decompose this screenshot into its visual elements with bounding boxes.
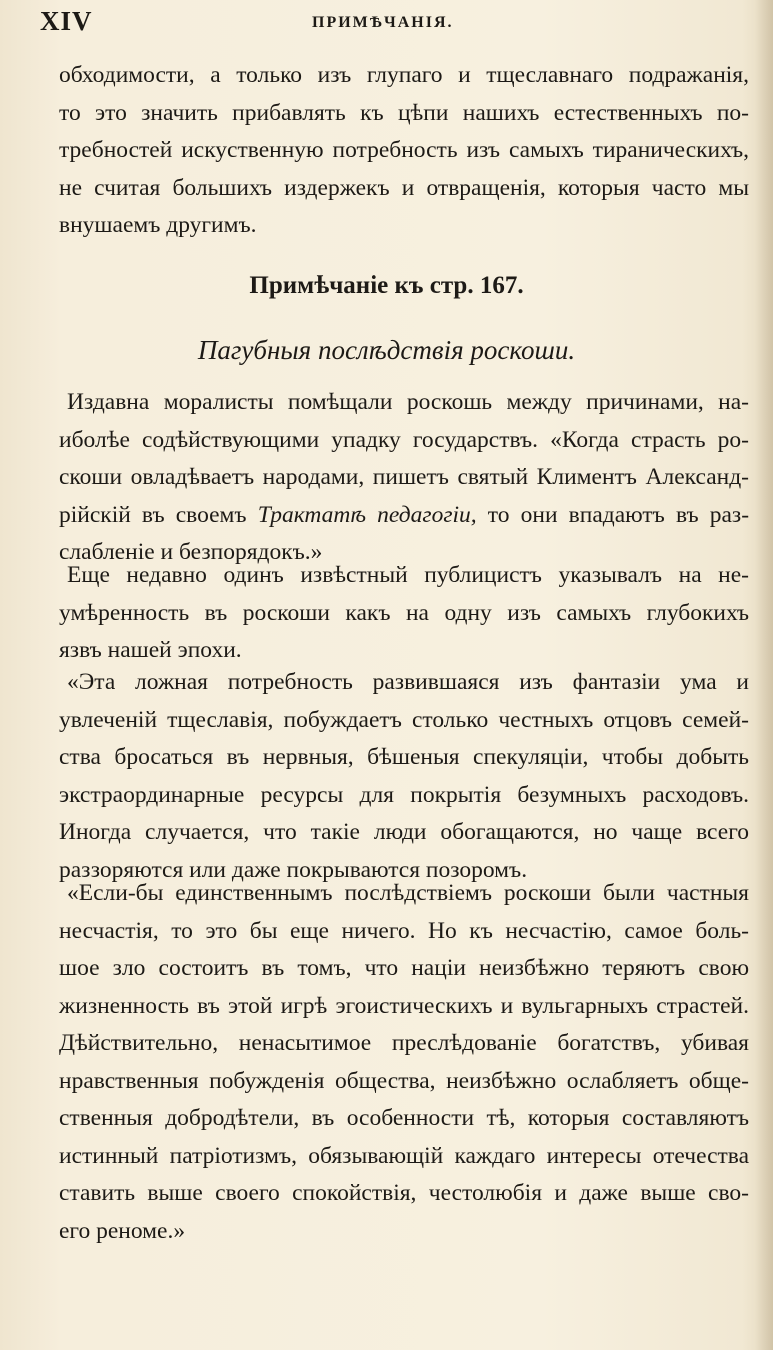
note-subheading: Пагубныя послѣдствія роскоши. bbox=[197, 335, 576, 365]
text-line: увлеченій тщеславія, побуждаетъ столько честныхъ отцовъ семей- bbox=[59, 706, 749, 733]
paragraph-4 bbox=[59, 875, 749, 1250]
text-line: обходимости, а только изъ глупаго и тщеславнаго подражанія, bbox=[59, 62, 749, 88]
page-number: XIV bbox=[40, 6, 93, 36]
text-line: то это значить прибавлять къ цѣпи нашихъ естественныхъ по- bbox=[59, 99, 749, 126]
treatise-title: Трактатѣ педагогіи, bbox=[257, 501, 477, 528]
text-line: ственныя добродѣтели, въ особенности тѣ, которыя составляютъ bbox=[59, 1105, 749, 1131]
text-line: ставить выше своего спокойствія, честолюбія и даже выше сво- bbox=[59, 1180, 749, 1206]
text-line bbox=[59, 497, 749, 535]
text-line: требностей искуственную потребность изъ самыхъ тираническихъ, bbox=[59, 137, 749, 163]
text-line: «Эта ложная потребность развившаяся изъ фантазіи ума и bbox=[67, 669, 749, 695]
paragraph-2 bbox=[59, 557, 749, 670]
text-line: ства бросаться въ нервныя, бѣшеныя спекуляціи, чтобы добыть bbox=[59, 744, 749, 770]
text-line: слабленіе и безпорядокъ.» bbox=[59, 539, 323, 565]
text-line: скоши овладѣваетъ народами, пишетъ святый Климентъ Александ- bbox=[59, 464, 749, 490]
text-line: «Если-бы единственнымъ послѣдствіемъ роскоши были частныя bbox=[67, 880, 749, 906]
note-heading: Примѣчаніе къ стр. 167. bbox=[249, 272, 524, 299]
text-line: Еще недавно одинъ извѣстный публицистъ указывалъ на не- bbox=[67, 562, 749, 588]
page-header bbox=[40, 6, 730, 36]
text-line: нравственныя побужденія общества, неизбѣжно ослабляетъ обще- bbox=[59, 1067, 749, 1094]
text-line: Дѣйствительно, ненасытимое преслѣдованіе богатствъ, убивая bbox=[59, 1030, 749, 1056]
text-fragment: то они впадаютъ въ раз- bbox=[487, 501, 750, 528]
running-head: ПРИМѢЧАНІЯ. bbox=[312, 14, 454, 31]
text-line: шое зло состоитъ въ томъ, что націи неизбѣжно теряютъ свою bbox=[59, 955, 749, 981]
text-fragment: рійскій въ своемъ bbox=[59, 501, 247, 528]
text-line: несчастія, то это бы еще ничего. Но къ несчастію, самое боль- bbox=[59, 917, 749, 944]
text-line: внушаемъ другимъ. bbox=[59, 212, 257, 238]
continuation-paragraph bbox=[59, 57, 749, 245]
text-line: раззоряются или даже покрываются позоромъ. bbox=[59, 856, 528, 883]
page-edge-shadow bbox=[755, 0, 773, 1350]
text-line: истинный патріотизмъ, обязывающій каждаго интересы отечества bbox=[59, 1142, 749, 1169]
text-line: Иногда случается, что такіе люди обогащаются, но чаще всего bbox=[59, 819, 749, 845]
text-line: Издавна моралисты помѣщали роскошь между причинами, на- bbox=[67, 389, 749, 415]
text-line: иболѣе содѣйствующими упадку государствъ. «Когда страсть ро- bbox=[59, 426, 749, 453]
text-line: экстраординарные ресурсы для покрытія безумныхъ расходовъ. bbox=[59, 781, 749, 808]
paragraph-3 bbox=[59, 664, 749, 889]
text-line: умѣренность въ роскоши какъ на одну изъ самыхъ глубокихъ bbox=[59, 599, 749, 626]
text-line: язвъ нашей эпохи. bbox=[59, 637, 242, 663]
text-line: его реноме.» bbox=[59, 1217, 186, 1244]
text-line: жизненность въ этой игрѣ эгоистическихъ и вульгарныхъ страстей. bbox=[59, 992, 749, 1019]
paragraph-1 bbox=[59, 384, 749, 572]
text-line: не считая большихъ издержекъ и отвращенія, которыя часто мы bbox=[59, 174, 749, 201]
